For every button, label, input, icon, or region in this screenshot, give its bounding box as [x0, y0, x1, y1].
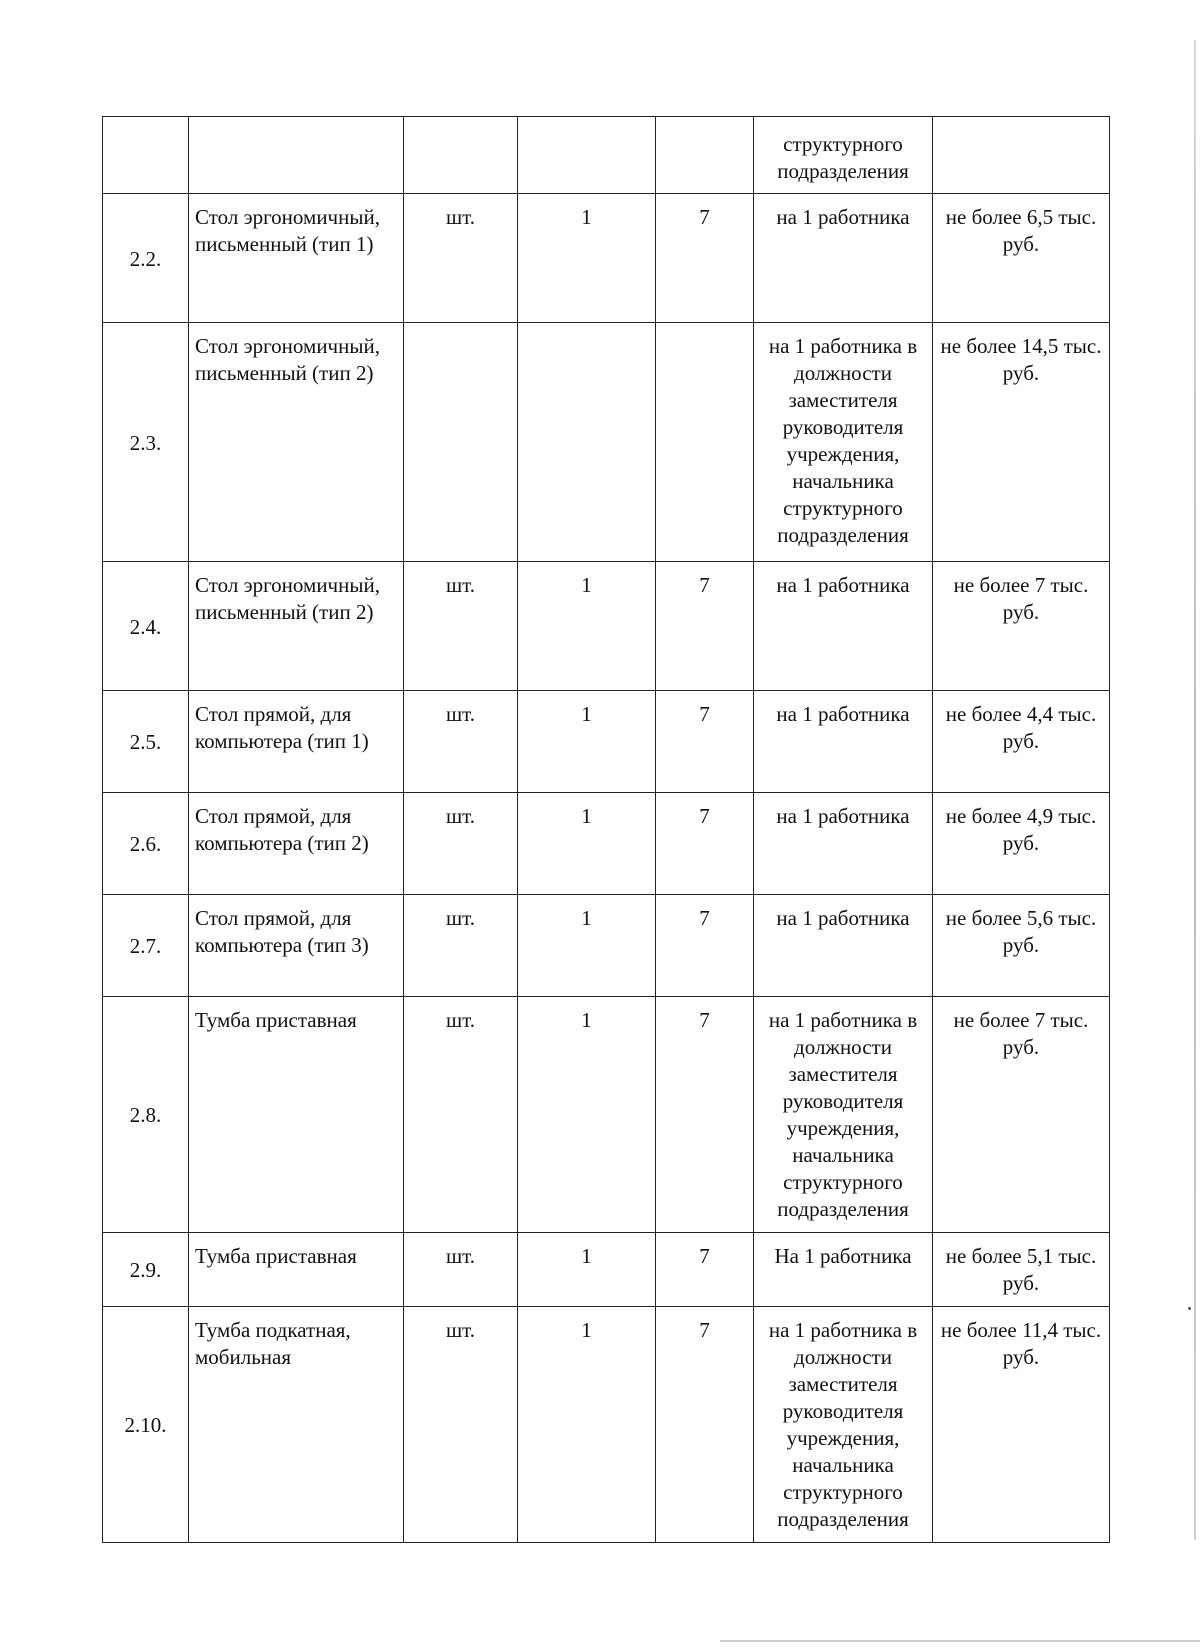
cell-norm: на 1 работника в должности заместителя руководителя учреждения, начальника структурного подразделения	[754, 1307, 933, 1543]
cell-service-life: 7	[656, 194, 754, 323]
cell-price	[933, 117, 1110, 194]
cell-name: Тумба подкатная, мобильная	[189, 1307, 404, 1543]
cell-service-life: 7	[656, 562, 754, 691]
cell-price: не более 7 тыс. руб.	[933, 997, 1110, 1233]
cell-name	[189, 117, 404, 194]
cell-quantity: 1	[518, 194, 656, 323]
cell-price: не более 4,9 тыс. руб.	[933, 793, 1110, 895]
cell-quantity: 1	[518, 997, 656, 1233]
cell-unit: шт.	[404, 691, 518, 793]
cell-unit	[404, 117, 518, 194]
cell-unit	[404, 323, 518, 562]
cell-service-life	[656, 117, 754, 194]
scan-edge	[1194, 40, 1196, 1540]
table-row	[103, 194, 1110, 323]
cell-service-life: 7	[656, 793, 754, 895]
cell-norm: на 1 работника	[754, 793, 933, 895]
table-row	[103, 997, 1110, 1233]
cell-price: не более 6,5 тыс. руб.	[933, 194, 1110, 323]
cell-norm: на 1 работника	[754, 194, 933, 323]
cell-number: 2.8.	[103, 997, 189, 1233]
cell-name: Стол прямой, для компьютера (тип 1)	[189, 691, 404, 793]
table-row	[103, 793, 1110, 895]
cell-quantity: 1	[518, 691, 656, 793]
cell-price: не более 5,1 тыс. руб.	[933, 1233, 1110, 1307]
cell-name: Стол эргономичный, письменный (тип 1)	[189, 194, 404, 323]
table-row-continuation	[103, 117, 1110, 194]
cell-unit: шт.	[404, 194, 518, 323]
cell-name: Стол прямой, для компьютера (тип 2)	[189, 793, 404, 895]
cell-norm: на 1 работника	[754, 895, 933, 997]
cell-number	[103, 117, 189, 194]
cell-quantity: 1	[518, 895, 656, 997]
table-row	[103, 1233, 1110, 1307]
cell-norm: На 1 работника	[754, 1233, 933, 1307]
cell-price: не более 11,4 тыс. руб.	[933, 1307, 1110, 1543]
cell-price: не более 5,6 тыс. руб.	[933, 895, 1110, 997]
cell-norm: структурного подразделения	[754, 117, 933, 194]
cell-norm: на 1 работника	[754, 562, 933, 691]
cell-norm: на 1 работника в должности заместителя руководителя учреждения, начальника структурного подразделения	[754, 997, 933, 1233]
cell-number: 2.5.	[103, 691, 189, 793]
cell-service-life	[656, 323, 754, 562]
cell-price: не более 7 тыс. руб.	[933, 562, 1110, 691]
cell-service-life: 7	[656, 997, 754, 1233]
scan-artifact-line	[720, 1640, 1200, 1642]
cell-quantity	[518, 323, 656, 562]
cell-number: 2.7.	[103, 895, 189, 997]
cell-quantity: 1	[518, 1233, 656, 1307]
cell-unit: шт.	[404, 997, 518, 1233]
cell-service-life: 7	[656, 1233, 754, 1307]
table-row	[103, 691, 1110, 793]
table-row	[103, 323, 1110, 562]
cell-quantity	[518, 117, 656, 194]
cell-number: 2.2.	[103, 194, 189, 323]
cell-name: Стол эргономичный, письменный (тип 2)	[189, 323, 404, 562]
cell-service-life: 7	[656, 691, 754, 793]
cell-price: не более 4,4 тыс. руб.	[933, 691, 1110, 793]
cell-name: Тумба приставная	[189, 1233, 404, 1307]
cell-quantity: 1	[518, 1307, 656, 1543]
cell-unit: шт.	[404, 1307, 518, 1543]
cell-service-life: 7	[656, 1307, 754, 1543]
cell-quantity: 1	[518, 793, 656, 895]
cell-unit: шт.	[404, 562, 518, 691]
cell-norm: на 1 работника в должности заместителя руководителя учреждения, начальника структурного подразделения	[754, 323, 933, 562]
cell-name: Стол эргономичный, письменный (тип 2)	[189, 562, 404, 691]
table-row	[103, 562, 1110, 691]
cell-unit: шт.	[404, 793, 518, 895]
cell-norm: на 1 работника	[754, 691, 933, 793]
cell-unit: шт.	[404, 1233, 518, 1307]
cell-number: 2.3.	[103, 323, 189, 562]
cell-service-life: 7	[656, 895, 754, 997]
table-row	[103, 895, 1110, 997]
scan-speck	[1188, 1307, 1191, 1310]
cell-price: не более 14,5 тыс. руб.	[933, 323, 1110, 562]
cell-quantity: 1	[518, 562, 656, 691]
cell-number: 2.6.	[103, 793, 189, 895]
table-row	[103, 1307, 1110, 1543]
cell-number: 2.9.	[103, 1233, 189, 1307]
cell-unit: шт.	[404, 895, 518, 997]
cell-name: Стол прямой, для компьютера (тип 3)	[189, 895, 404, 997]
furniture-norms-table	[102, 116, 1110, 1543]
cell-number: 2.4.	[103, 562, 189, 691]
cell-name: Тумба приставная	[189, 997, 404, 1233]
cell-number: 2.10.	[103, 1307, 189, 1543]
